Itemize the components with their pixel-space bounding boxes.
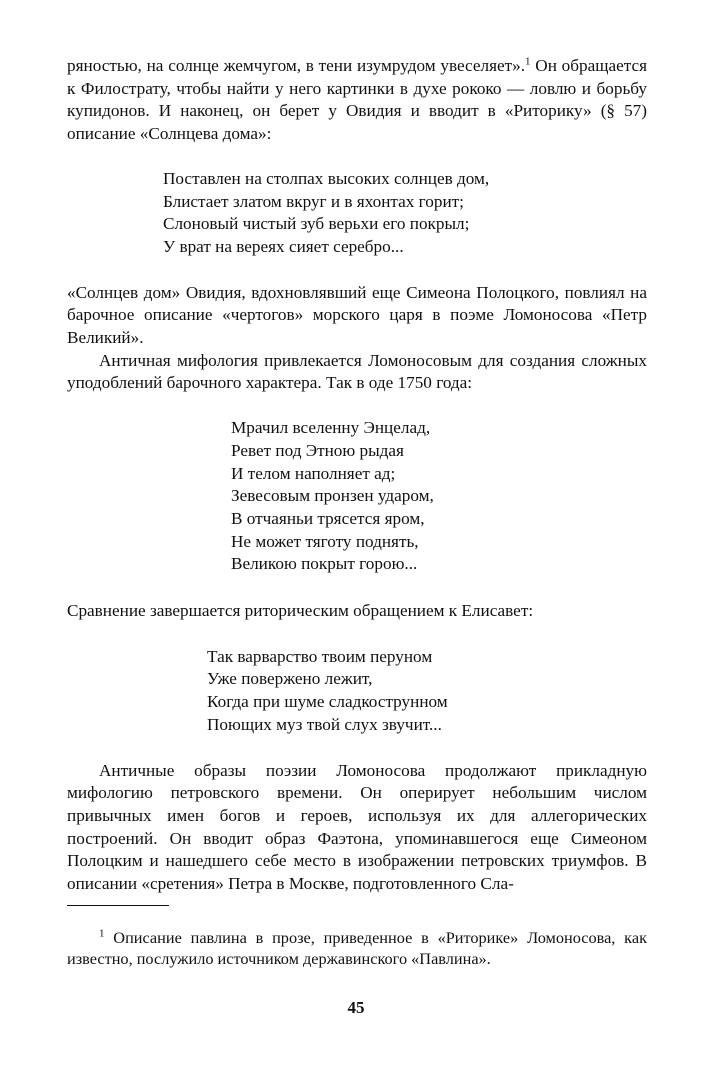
verse-line: Когда при шуме сладкострунном	[207, 692, 448, 712]
verse-line: И телом наполняет ад;	[231, 463, 396, 483]
verse-elisavet	[67, 646, 647, 737]
footnote-divider	[67, 905, 169, 906]
verse-line: Ревет под Этною рыдая	[231, 440, 404, 460]
paragraph-2: «Солнцев дом» Овидия, вдохновлявший еще Симеона Полоцкого, повлиял на барочное описание «чертогов» морского царя в поэме Ломоносова «Петр Великий».	[67, 282, 647, 348]
footnote-ref: 1	[525, 55, 531, 68]
footnote-marker: 1	[99, 927, 105, 940]
verse-line: Зевесовым пронзен ударом,	[231, 486, 434, 506]
verse-line: Не может тяготу поднять,	[231, 531, 419, 551]
paragraph-5: Античные образы поэзии Ломоносова продолжают прикладную мифологию петровского времени. Он оперирует небольшим числом привычных имен богов и героев, используя их для аллегорических построений. Он вводит образ Фаэтона, упоминавшегося еще Симеоном Полоцким и нашедшего себе место в изображении петровских триумфов. В описании «сретения» Петра в Москве, подготовленного Сла-	[67, 760, 647, 894]
footnote-text: Описание павлина в прозе, приведенное в «Риторике» Ломоносова, как известно, послужило источником державинского «Павлина».	[67, 928, 647, 968]
verse-line: Уже повержено лежит,	[207, 669, 373, 689]
verse-line: Мрачил вселенну Энцелад,	[231, 418, 431, 438]
verse-line: Слоновый чистый зуб верьхи его покрыл;	[163, 214, 470, 234]
verse-line: Великою покрыт горою...	[231, 554, 418, 574]
verse-line: В отчаяньи трясется яром,	[231, 508, 425, 528]
page-number: 45	[347, 998, 365, 1017]
verse-line: Поющих муз твой слух звучит...	[207, 714, 442, 734]
verse-line: Блистает златом вкруг и в яхонтах горит;	[163, 191, 464, 211]
verse-solntsev-dom	[67, 168, 647, 259]
paragraph-4: Сравнение завершается риторическим обращением к Елисавет:	[67, 601, 534, 621]
main-text	[67, 55, 647, 896]
verse-ode-1750	[67, 417, 647, 576]
paragraph-1: ряностью, на солнце жемчугом, в тени изумрудом увеселяет».$^1$ Он обращается к Филострату, чтобы найти у него картинки в духе рококо — ловлю и борьбу купидонов. И наконец, он берет у Овидия и вводит в «Риторику» (§ 57) описание «Солнцева дома»:	[67, 55, 647, 144]
verse-line: Так варварство твоим перуном	[207, 646, 433, 666]
paragraph-3: Античная мифология привлекается Ломоносовым для создания сложных уподоблений барочного характера. Так в оде 1750 года:	[67, 350, 647, 393]
verse-line: Поставлен на столпах высоких солнцев дом,	[163, 168, 490, 188]
footnote	[67, 927, 647, 969]
verse-line: У врат на вереях сияет серебро...	[163, 236, 404, 256]
